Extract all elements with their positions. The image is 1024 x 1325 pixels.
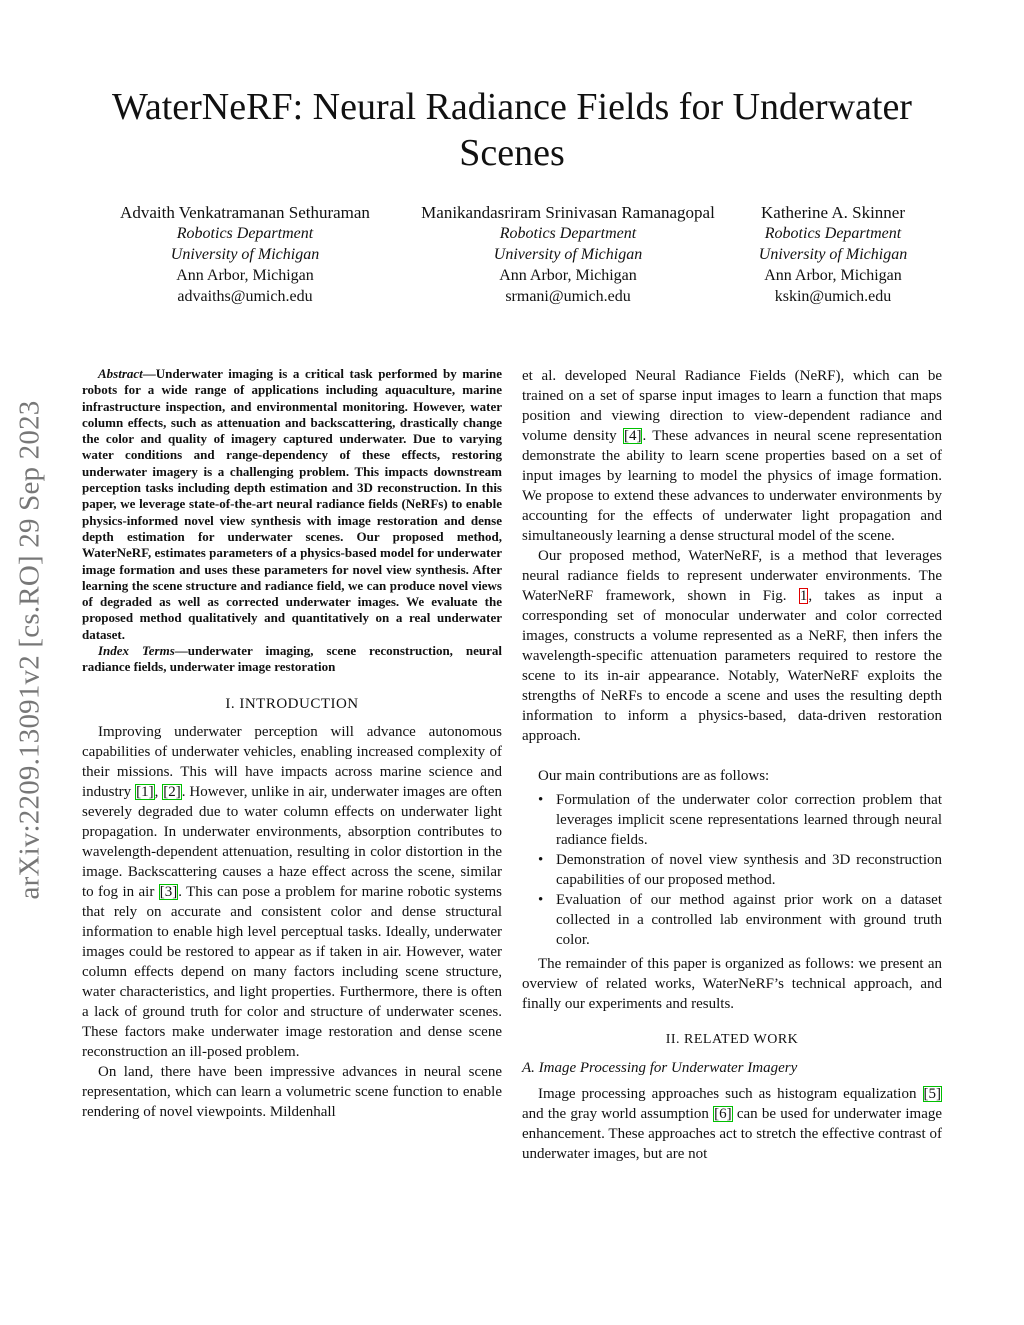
citation-link[interactable]: [1]: [136, 783, 154, 800]
author-university: University of Michigan: [170, 246, 320, 263]
author-block-1: [100, 202, 390, 307]
text-run: Our proposed method, WaterNeRF, is a method that leverages neural radiance fields to represent underwater environments. The WaterNeRF framework, shown in Fig.: [522, 548, 942, 604]
citation-link[interactable]: [6]: [714, 1106, 732, 1122]
author-block-3: [740, 202, 926, 307]
text-run: can be used for underwater image enhancement. These approaches act to stretch the effective contrast of underwater images, but are not: [522, 1106, 943, 1162]
text-run: and the gray world assumption: [522, 1106, 714, 1122]
author-email: advaiths@umich.edu: [177, 288, 313, 305]
figure-link[interactable]: 1: [799, 588, 808, 604]
intro-paragraph-1: [82, 722, 502, 1062]
author-department: Robotics Department: [499, 225, 637, 242]
related-paragraph-1: [522, 1084, 942, 1164]
author-city: Ann Arbor, Michigan: [499, 267, 637, 284]
index-terms-text: —underwater imaging, scene reconstruction, neural radiance fields, underwater image restoration: [82, 643, 502, 675]
author-name: Manikandasriram Srinivasan Ramanagopal: [421, 203, 715, 222]
citation-link[interactable]: [5]: [923, 1086, 941, 1102]
text-run: Image processing approaches such as histogram equalization: [538, 1086, 923, 1102]
author-email: kskin@umich.edu: [774, 288, 892, 305]
text-run: . These advances in neural scene representation demonstrate the ability to learn scene properties based on a set of input images by learning to model the physics of image formation. We propose to extend these advances to underwater environments by accounting for the effects of underwater light propagation and simultaneously learning a dense structural model of the scene.: [522, 428, 942, 544]
author-email: srmani@umich.edu: [505, 288, 631, 305]
text-run: , takes as input a corresponding set of monocular underwater and color corrected images, constructs a volume represented as a NeRF, then infers the wavelength-specific attenuation parameters required to restore the scene to its in-air appearance. Notably, WaterNeRF exploits the strengths of NeRFs to encode a scene and uses the resulting depth information to inform a physics-based, data-driven restoration approach.: [522, 588, 943, 744]
index-terms: [82, 643, 502, 676]
author-department: Robotics Department: [176, 225, 314, 242]
intro-paragraph-2: On land, there have been impressive advances in neural scene representation, which can learn a volumetric scene function to enable rendering of novel viewpoints. Mildenhall: [82, 1063, 502, 1120]
author-university: University of Michigan: [758, 246, 908, 263]
index-terms-label: Index Terms: [98, 643, 175, 659]
text-run: . This can pose a problem for marine robotic systems that rely on accurate and consistent color and dense structural information to enable high level perceptual tasks. Ideally, underwater images could be restored to appear as if taken in air. However, water column effects depend on many factors including scene structure, water characteristics, and light properties. Furthermore, there is often a lack of ground truth for color and structure of underwater scenes. These factors make underwater image restoration and dense scene reconstruction an ill-posed problem.: [82, 883, 503, 1060]
text-run: et al. developed Neural Radiance Fields (NeRF), which can be trained on a set of sparse input images to learn a function that maps position and viewing direction to view-dependent radiance and volume density: [522, 368, 942, 444]
list-item: • Formulation of the underwater color correction problem that leverages implicit scene representations learned through neural radiance fields.: [522, 790, 942, 850]
abstract-text: —Underwater imaging is a critical task performed by marine robots for a wide range of applications including aquaculture, marine infrastructure inspection, and environmental monitoring. However, water column effects, such as attenuation and backscattering, drastically change the color and quality of imagery captured underwater. Due to varying water conditions and range-dependency of these effects, restoring underwater imagery is a challenging problem. This impacts downstream perception tasks including depth estimation and 3D reconstruction. In this paper, we leverage state-of-the-art neural radiance fields (NeRFs) to enable physics-informed novel view synthesis with image restoration and dense depth estimation for underwater scenes. Our proposed method, WaterNeRF, estimates parameters of a physics-based model for underwater image formation and uses these parameters for novel view synthesis. After learning the scene structure and radiance field, we can produce novel views of degraded as well as corrected underwater images. We evaluate the proposed method qualitatively and quantitatively on a real underwater dataset.: [82, 366, 502, 642]
paper-title: WaterNeRF: Neural Radiance Fields for Underwater Scenes: [112, 86, 912, 174]
author-city: Ann Arbor, Michigan: [176, 267, 314, 284]
list-item: • Evaluation of our method against prior work on a dataset collected in a controlled lab environment with ground truth color.: [522, 890, 942, 950]
author-department: Robotics Department: [764, 225, 902, 242]
text-run: . However, unlike in air, underwater images are often severely degraded due to water column effects on underwater light propagation. In underwater environments, absorption contributes to wavelength-dependent attenuation, resulting in color distortion in the image. Backscattering causes a haze effect across the scene, similar to fog in air: [82, 783, 503, 900]
author-name: Katherine A. Skinner: [761, 203, 905, 222]
contributions-intro: Our main contributions are as follows:: [538, 768, 770, 784]
abstract: [82, 366, 502, 643]
section-heading-related-work: II. RELATED WORK: [665, 1032, 799, 1047]
remainder-paragraph: The remainder of this paper is organized as follows: we present an overview of related works, WaterNeRF’s technical approach, and finally our experiments and results.: [522, 956, 942, 1012]
intro-paragraph-3: [522, 366, 942, 546]
citation-link[interactable]: [2]: [163, 783, 181, 800]
text-run: Improving underwater perception will advance autonomous capabilities of underwater vehicles, enabling increased complexity of their missions. This will have impacts across marine science and industry: [82, 723, 502, 800]
author-city: Ann Arbor, Michigan: [764, 267, 902, 284]
author-university: University of Michigan: [493, 246, 643, 263]
subsection-heading: A. Image Processing for Underwater Imagery: [522, 1060, 798, 1076]
citation-link[interactable]: [3]: [159, 883, 178, 900]
author-block-2: [400, 202, 736, 307]
text-run: ,: [154, 783, 163, 800]
list-item: • Demonstration of novel view synthesis and 3D reconstruction capabilities of our proposed method.: [522, 850, 942, 890]
citation-link[interactable]: [4]: [623, 428, 642, 444]
author-name: Advaith Venkatramanan Sethuraman: [120, 203, 370, 222]
right-column: [522, 366, 942, 1164]
left-column: [82, 366, 502, 1122]
arxiv-identifier: arXiv:2209.13091v2 [cs.RO] 29 Sep 2023: [13, 400, 46, 900]
contributions-list: [522, 790, 942, 950]
arxiv-identifier-margin: [0, 350, 60, 950]
section-heading-introduction: I. INTRODUCTION: [225, 695, 359, 712]
abstract-label: Abstract: [98, 366, 143, 381]
intro-paragraph-4: [522, 546, 942, 746]
